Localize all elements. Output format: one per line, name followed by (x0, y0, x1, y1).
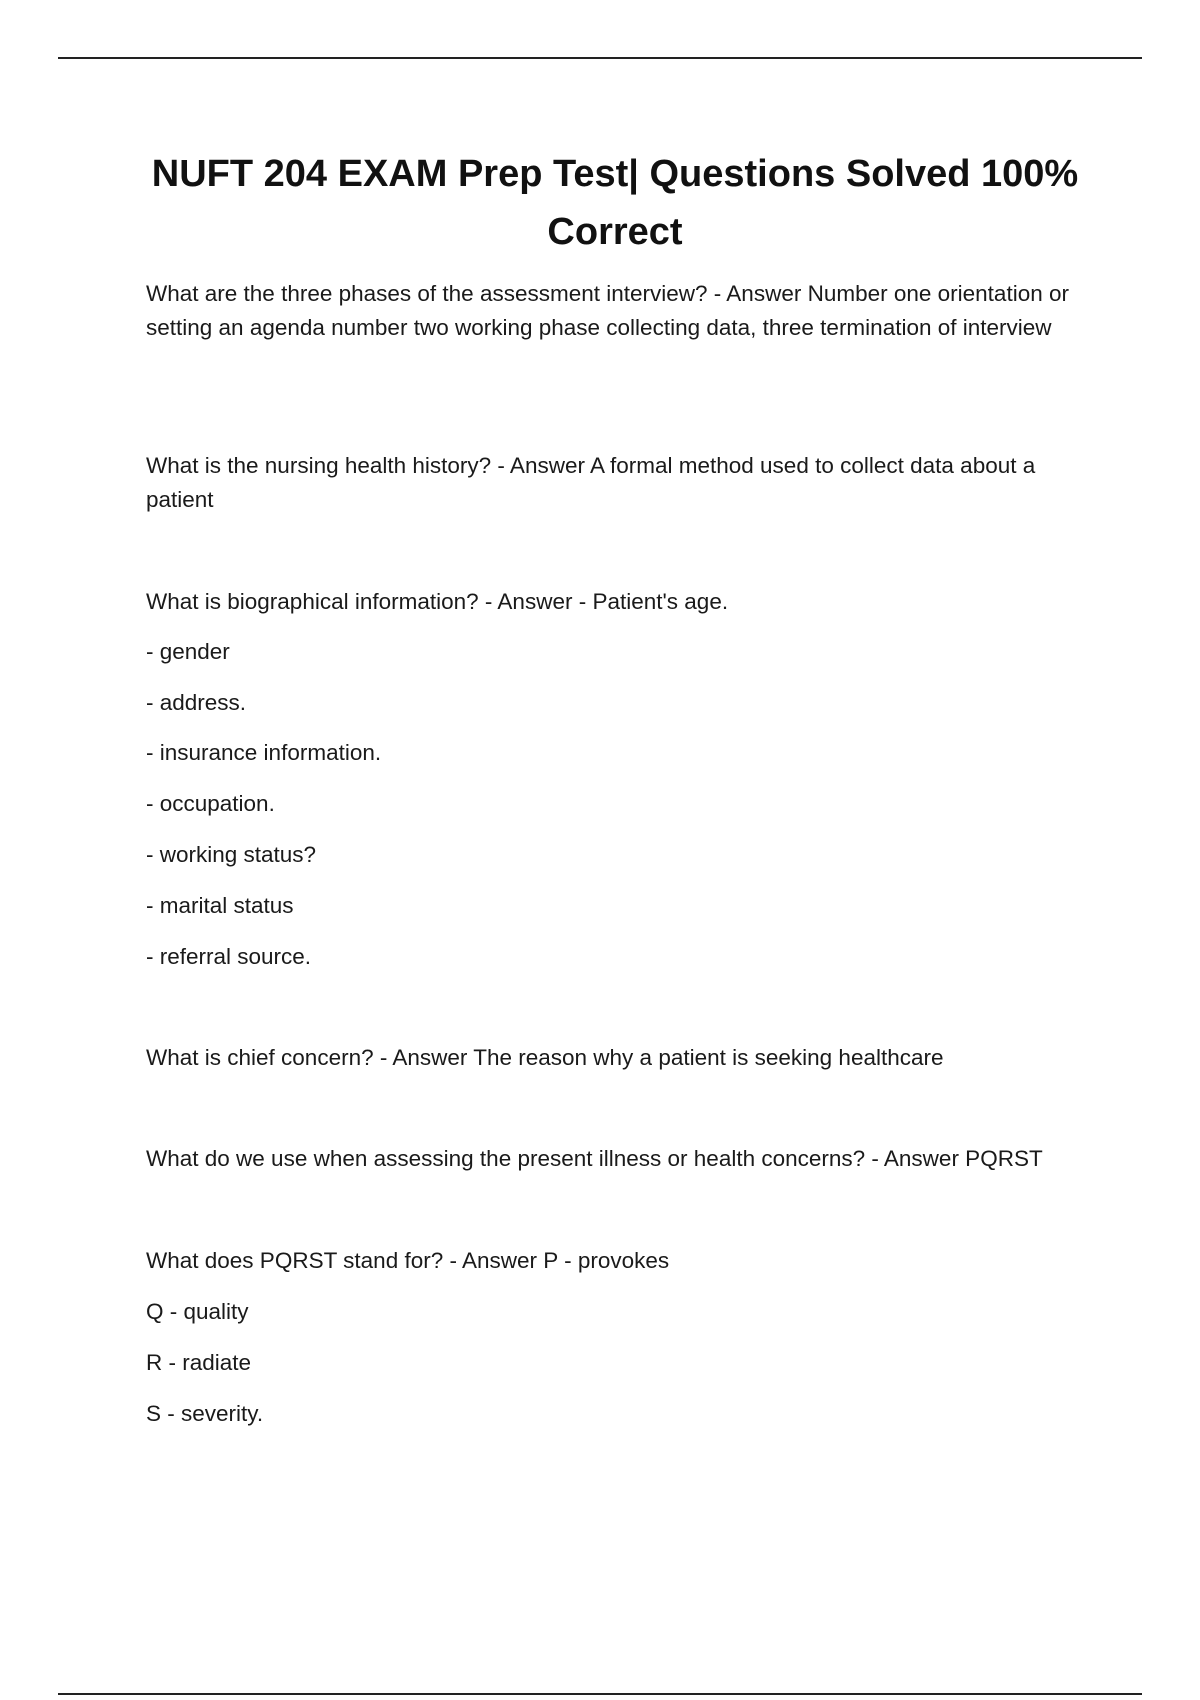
list-item: - working status? (146, 842, 317, 867)
list-item: - marital status (146, 893, 294, 918)
question-assessment-phases: What are the three phases of the assessment interview? - Answer Number one orientation or setting an agenda number two working phase collecting data, three termination of interview (146, 281, 1069, 340)
list-item: S - severity. (146, 1401, 264, 1426)
list-item: - gender (146, 639, 230, 664)
list-item: - referral source. (146, 944, 312, 969)
question-pqrst: What does PQRST stand for? - Answer P - provokes (146, 1248, 670, 1273)
list-item: R - radiate (146, 1350, 252, 1375)
question-nursing-health-history: What is the nursing health history? - Answer A formal method used to collect data about a patient (146, 453, 1036, 512)
footer-rule (58, 1693, 1142, 1695)
question-present-illness: What do we use when assessing the present illness or health concerns? - Answer PQRST (146, 1146, 1043, 1171)
header-rule (58, 57, 1142, 59)
list-item: - insurance information. (146, 740, 382, 765)
list-item: - address. (146, 690, 247, 715)
page-title: NUFT 204 EXAM Prep Test| Questions Solved 100% Correct (151, 153, 1079, 253)
question-chief-concern: What is chief concern? - Answer The reason why a patient is seeking healthcare (146, 1045, 944, 1070)
list-item: Q - quality (146, 1299, 249, 1324)
list-item: - occupation. (146, 791, 275, 816)
question-biographical-information: What is biographical information? - Answer - Patient's age. (146, 589, 729, 614)
